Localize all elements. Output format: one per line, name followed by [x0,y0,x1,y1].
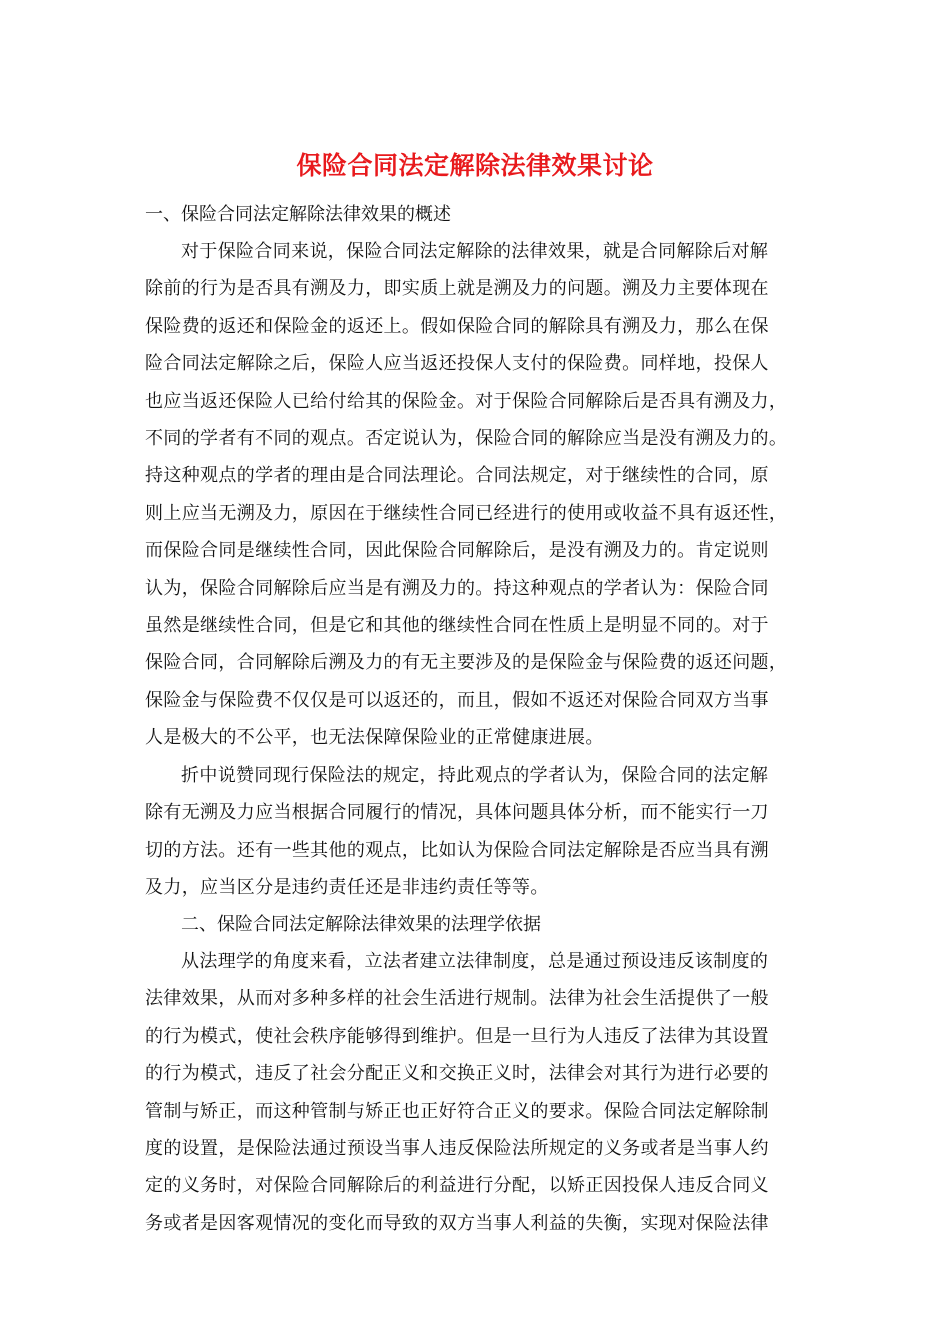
paragraph-line: 虽然是继续性合同，但是它和其他的继续性合同在性质上是明显不同的。对于 [145,615,769,637]
paragraph-line: 也应当返还保险人已给付给其的保险金。对于保险合同解除后是否具有溯及力， [145,390,788,412]
paragraph-line: 定的义务时，对保险合同解除后的利益进行分配，以矫正因投保人违反合同义 [145,1175,769,1197]
paragraph-line: 法律效果，从而对多种多样的社会生活进行规制。法律为社会生活提供了一般 [145,988,769,1010]
paragraph-line: 人是极大的不公平，也无法保障保险业的正常健康进展。 [145,727,604,749]
paragraph-line: 持这种观点的学者的理由是合同法理论。合同法规定，对于继续性的合同，原 [145,465,769,487]
paragraph-line: 则上应当无溯及力，原因在于继续性合同已经进行的使用或收益不具有返还性， [145,502,788,524]
paragraph-line: 对于保险合同来说，保险合同法定解除的法律效果，就是合同解除后对解 [181,241,769,262]
paragraph-line: 保险合同，合同解除后溯及力的有无主要涉及的是保险金与保险费的返还问题， [145,652,788,674]
paragraph-1 [145,233,815,757]
paragraph-line: 度的设置，是保险法通过预设当事人违反保险法所规定的义务或者是当事人约 [145,1138,769,1160]
paragraph-line: 从法理学的角度来看，立法者建立法律制度，总是通过预设违反该制度的 [181,951,769,972]
paragraph-line: 除前的行为是否具有溯及力，即实质上就是溯及力的问题。溯及力主要体现在 [145,278,769,300]
paragraph-line: 保险金与保险费不仅仅是可以返还的，而且，假如不返还对保险合同双方当事 [145,689,769,711]
paragraph-line: 切的方法。还有一些其他的观点，比如认为保险合同法定解除是否应当具有溯 [145,839,769,861]
section-heading-1: 一、保险合同法定解除法律效果的概述 [145,204,451,225]
paragraph-line: 管制与矫正，而这种管制与矫正也正好符合正义的要求。保险合同法定解除制 [145,1100,769,1122]
paragraph-line: 不同的学者有不同的观点。否定说认为，保险合同的解除应当是没有溯及力的。 [145,428,788,450]
paragraph-line: 的行为模式，使社会秩序能够得到维护。但是一旦行为人违反了法律为其设置 [145,1025,769,1047]
paragraph-line: 务或者是因客观情况的变化而导致的双方当事人利益的失衡，实现对保险法律 [145,1212,769,1234]
paragraph-line: 折中说赞同现行保险法的规定，持此观点的学者认为，保险合同的法定解 [181,765,769,786]
paragraph-line: 认为，保险合同解除后应当是有溯及力的。持这种观点的学者认为：保险合同 [145,577,769,599]
paragraph-line: 的行为模式，违反了社会分配正义和交换正义时，法律会对其行为进行必要的 [145,1063,769,1085]
paragraph-line: 险合同法定解除之后，保险人应当返还投保人支付的保险费。同样地，投保人 [145,353,769,375]
paragraph-2 [145,757,815,907]
section-heading-2: 二、保险合同法定解除法律效果的法理学依据 [181,914,541,935]
paragraph-3 [145,943,815,1242]
paragraph-line: 而保险合同是继续性合同，因此保险合同解除后，是没有溯及力的。肯定说则 [145,540,769,562]
paragraph-line: 保险费的返还和保险金的返还上。假如保险合同的解除具有溯及力，那么在保 [145,315,769,337]
document-title: 保险合同法定解除法律效果讨论 [296,151,654,180]
paragraph-line: 及力，应当区分是违约责任还是非违约责任等等。 [145,877,549,899]
paragraph-line: 除有无溯及力应当根据合同履行的情况，具体问题具体分析，而不能实行一刀 [145,802,769,824]
